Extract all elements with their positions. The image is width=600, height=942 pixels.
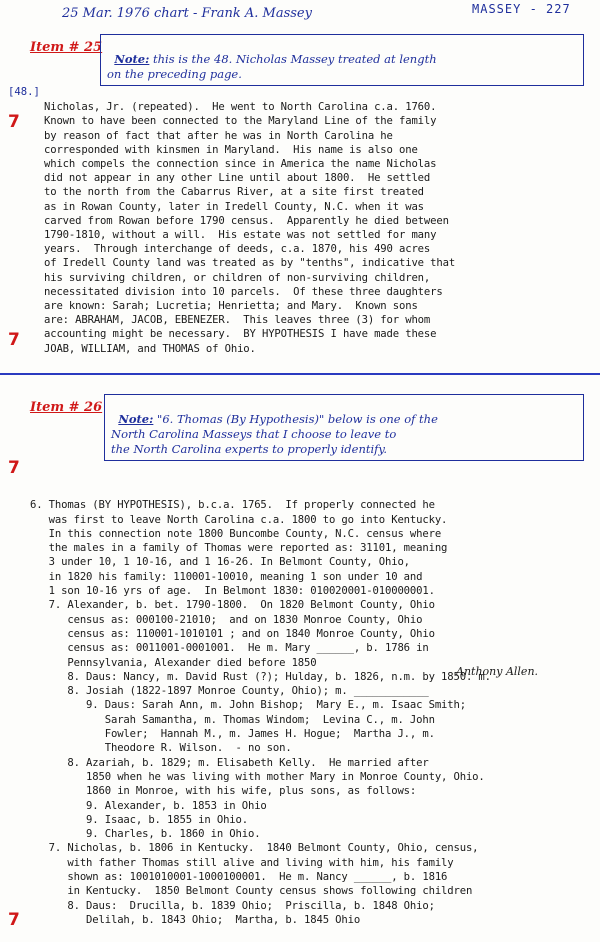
text-line: 3 under 10, 1 10-16, and 1 16-26. In Belmont County, Ohio, — [30, 556, 410, 569]
text-line: necessitated division into 10 parcels. Of these three daughters — [44, 285, 443, 298]
text-line: Delilah, b. 1843 Ohio; Martha, b. 1845 Ohio — [30, 913, 361, 926]
item-26-note — [104, 394, 584, 461]
note-line: "6. Thomas (By Hypothesis)" below is one of the — [157, 412, 438, 426]
note-label: Note: — [114, 52, 150, 66]
text-line: years. Through interchange of deeds, c.a. 1870, his 490 acres — [44, 243, 431, 256]
text-line: of Iredell County land was treated as by "tenths", indicative that — [44, 257, 456, 270]
text-line: in 1820 his family: 110001-10010, meaning 1 son under 10 and — [30, 570, 423, 583]
handwritten-insert: Anthony Allen. — [456, 665, 539, 678]
text-line: 1860 in Monroe, with his wife, plus sons, as follows: — [30, 785, 417, 798]
text-line: 1 son 10-16 yrs of age. In Belmont 1830: 010020001-010000001. — [30, 585, 435, 598]
text-line: his surviving children, or children of non-surviving children, — [44, 271, 431, 284]
note-line: the North Carolina experts to properly identify. — [111, 442, 388, 456]
item-25-text — [44, 86, 455, 370]
text-line: are known: Sarah; Lucretia; Henrietta; and Mary. Known sons — [44, 300, 418, 313]
text-line: Known to have been connected to the Maryland Line of the family — [44, 115, 437, 128]
margin-mark: 7 — [8, 458, 20, 478]
text-line: 1790-1810, without a will. His estate was not settled for many — [44, 229, 437, 242]
text-line: 8. Daus: Nancy, m. David Rust (?); Hulday, b. 1826, n.m. by 1850. m. — [30, 670, 491, 683]
text-line: in Kentucky. 1850 Belmont County census shows following children — [30, 885, 473, 898]
text-line: Theodore R. Wilson. - no son. — [30, 742, 292, 755]
text-line: Fowler; Hannah M., m. James H. Hogue; Martha J., m. — [30, 728, 435, 741]
text-line: 9. Isaac, b. 1855 in Ohio. — [30, 813, 248, 826]
note-line: this is the 48. Nicholas Massey treated at length — [153, 52, 437, 66]
text-line: census as: 000100-21010; and on 1830 Monroe County, Ohio — [30, 613, 423, 626]
item-26-label: Item # 26 — [30, 400, 103, 415]
note-line: on the preceding page. — [107, 67, 242, 81]
item-26-text — [30, 484, 491, 942]
text-line: In this connection note 1800 Buncombe County, N.C. census where — [30, 527, 442, 540]
text-line: census as: 0011001-0001001. He m. Mary ______, b. 1786 in — [30, 642, 429, 655]
text-line: 7. Alexander, b. bet. 1790-1800. On 1820 Belmont County, Ohio — [30, 599, 435, 612]
text-line: the males in a family of Thomas were reported as: 31101, meaning — [30, 542, 448, 555]
page-reference: MASSEY - 227 — [472, 2, 571, 16]
text-line: 6. Thomas (BY HYPOTHESIS), b.c.a. 1765. If properly connected he — [30, 499, 435, 512]
text-line: 9. Charles, b. 1860 in Ohio. — [30, 828, 261, 841]
text-line: are: ABRAHAM, JACOB, EBENEZER. This leaves three (3) for whom — [44, 314, 431, 327]
text-line: to the north from the Cabarrus River, at a site first treated — [44, 186, 424, 199]
text-line: 8. Daus: Drucilla, b. 1839 Ohio; Priscilla, b. 1848 Ohio; — [30, 899, 435, 912]
text-line: carved from Rowan before 1790 census. Apparently he died between — [44, 214, 449, 227]
margin-mark: 7 — [8, 112, 20, 132]
bracket-annotation: [48.] — [8, 86, 40, 98]
text-line: Nicholas, Jr. (repeated). He went to North Carolina c.a. 1760. — [44, 101, 437, 114]
text-line: as in Rowan County, later in Iredell County, N.C. when it was — [44, 200, 424, 213]
text-line: shown as: 1001010001-1000100001. He m. Nancy ______, b. 1816 — [30, 871, 448, 884]
text-line: Sarah Samantha, m. Thomas Windom; Levina C., m. John — [30, 713, 435, 726]
text-line: which compels the connection since in America the name Nicholas — [44, 158, 437, 171]
text-line: with father Thomas still alive and living with him, his family — [30, 856, 454, 869]
text-line: 8. Azariah, b. 1829; m. Elisabeth Kelly. He married after — [30, 756, 429, 769]
item-25-label: Item # 25 — [30, 40, 103, 55]
note-line: North Carolina Masseys that I choose to leave to — [111, 427, 397, 441]
text-line: did not appear in any other Line until about 1800. He settled — [44, 172, 431, 185]
margin-mark: 7 — [8, 910, 20, 930]
text-line: census as: 110001-1010101 ; and on 1840 Monroe County, Ohio — [30, 627, 435, 640]
text-line: was first to leave North Carolina c.a. 1800 to go into Kentucky. — [30, 513, 448, 526]
section-divider — [0, 373, 600, 375]
text-line: JOAB, WILLIAM, and THOMAS of Ohio. — [44, 342, 256, 355]
text-line: corresponded with kinsmen in Maryland. His name is also one — [44, 143, 418, 156]
text-line: 9. Daus: Sarah Ann, m. John Bishop; Mary E., m. Isaac Smith; — [30, 699, 466, 712]
text-line: 8. Josiah (1822-1897 Monroe County, Ohio); m. ____________ — [30, 685, 429, 698]
text-line: Pennsylvania, Alexander died before 1850 — [30, 656, 317, 669]
item-25-note — [100, 34, 584, 86]
text-line: by reason of fact that after he was in North Carolina he — [44, 129, 393, 142]
margin-mark: 7 — [8, 330, 20, 350]
text-line: 1850 when he was living with mother Mary in Monroe County, Ohio. — [30, 770, 485, 783]
page-title: 25 Mar. 1976 chart - Frank A. Massey — [62, 6, 312, 21]
text-line: accounting might be necessary. BY HYPOTHESIS I have made these — [44, 328, 437, 341]
text-line: 9. Alexander, b. 1853 in Ohio — [30, 799, 267, 812]
note-label: Note: — [118, 412, 154, 426]
text-line: 7. Nicholas, b. 1806 in Kentucky. 1840 Belmont County, Ohio, census, — [30, 842, 479, 855]
